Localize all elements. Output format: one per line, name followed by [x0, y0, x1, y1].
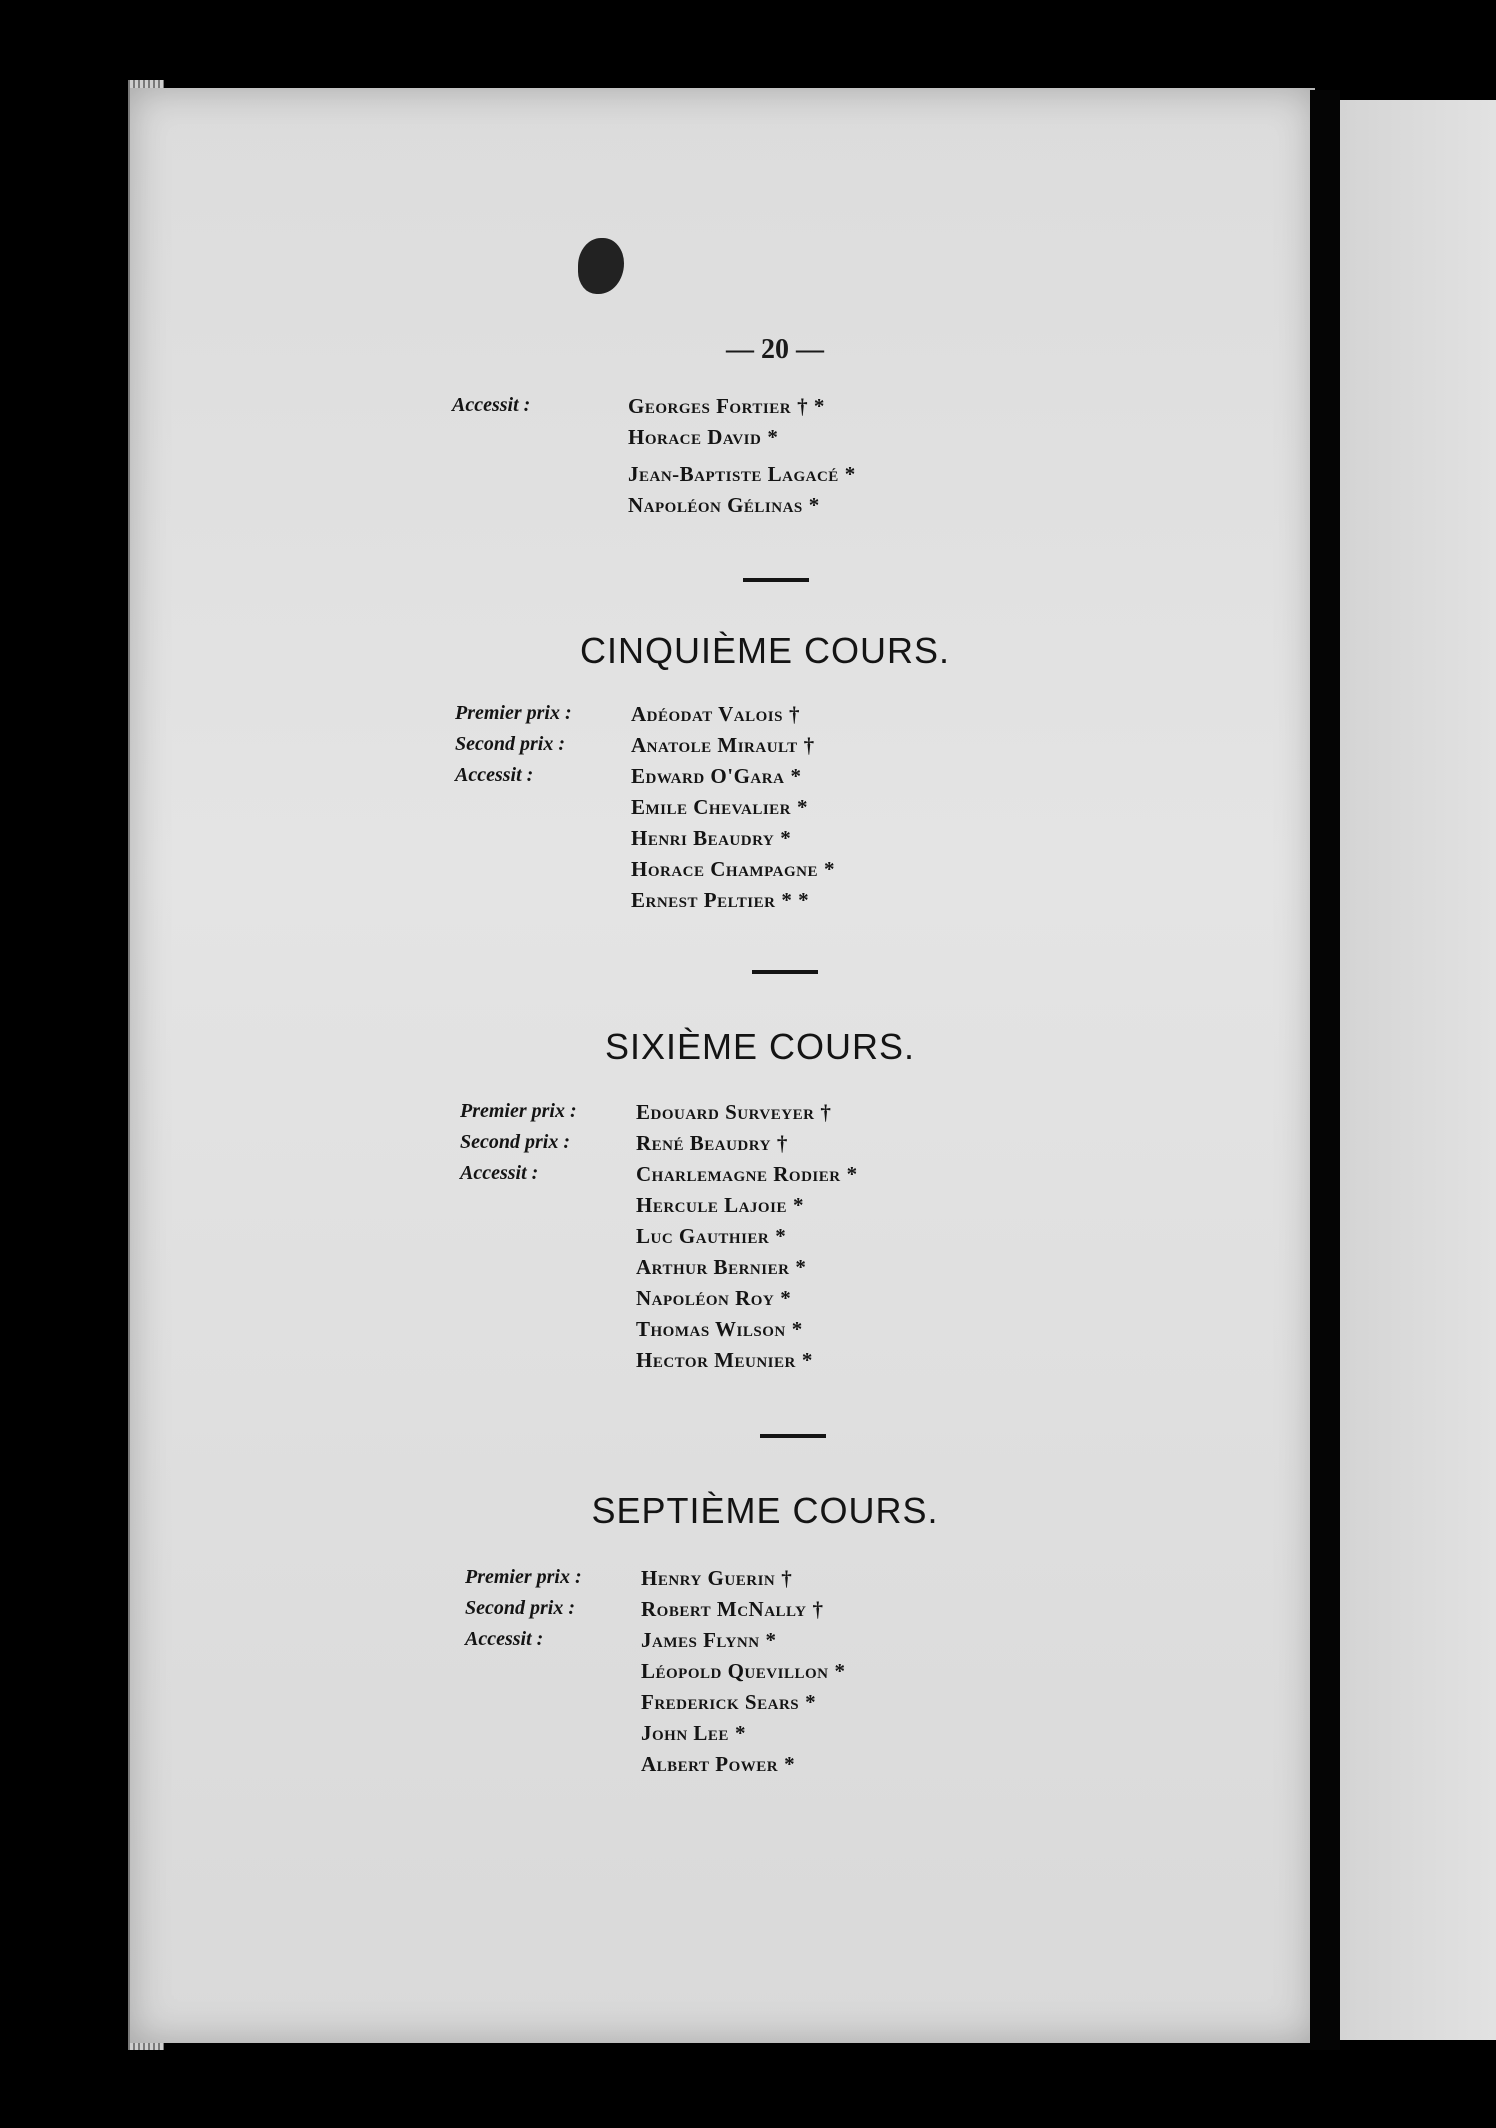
section-heading: SEPTIÈME COURS.: [591, 1490, 939, 1531]
student-name: Arthur Bernier *: [636, 1255, 807, 1279]
student-name: Henri Beaudry *: [631, 826, 792, 850]
student-name: Frederick Sears *: [641, 1690, 817, 1714]
student-name: Emile Chevalier *: [631, 795, 809, 819]
section-divider: [760, 1434, 826, 1438]
prize-label: Second prix :: [460, 1131, 570, 1153]
student-name: Napoléon Gélinas *: [628, 493, 820, 517]
student-name: Edouard Surveyer †: [636, 1100, 832, 1124]
prize-label: Accessit :: [465, 1628, 544, 1650]
section-divider: [752, 970, 818, 974]
page-number: — 20 —: [726, 334, 824, 365]
student-name: Horace Champagne *: [631, 857, 835, 881]
student-name: James Flynn *: [641, 1628, 777, 1652]
student-name: Léopold Quevillon *: [641, 1659, 846, 1683]
prize-label: Accessit :: [452, 394, 531, 416]
student-name: Anatole Mirault †: [631, 733, 815, 757]
student-name: Horace David *: [628, 425, 779, 449]
prize-label: Second prix :: [465, 1597, 575, 1619]
section-divider: [743, 578, 809, 582]
student-name: Thomas Wilson *: [636, 1317, 803, 1341]
book-gutter: [1310, 90, 1340, 2050]
prize-label: Premier prix :: [465, 1566, 582, 1588]
student-name: Luc Gauthier *: [636, 1224, 787, 1248]
student-name: Hector Meunier *: [636, 1348, 813, 1372]
student-name: Henry Guerin †: [641, 1566, 793, 1590]
student-name: Georges Fortier † *: [628, 394, 825, 418]
student-name: Ernest Peltier * *: [631, 888, 810, 912]
prize-label: Second prix :: [455, 733, 565, 755]
section-heading: CINQUIÈME COURS.: [579, 630, 951, 671]
student-name: John Lee *: [641, 1721, 746, 1745]
prize-label: Accessit :: [460, 1162, 539, 1184]
student-name: Napoléon Roy *: [636, 1286, 792, 1310]
student-name: Edward O'Gara *: [631, 764, 802, 788]
student-name: Jean-Baptiste Lagacé *: [628, 462, 856, 486]
student-name: René Beaudry †: [636, 1131, 788, 1155]
student-name: Albert Power *: [641, 1752, 796, 1776]
student-name: Charlemagne Rodier *: [636, 1162, 858, 1186]
facing-page: [1340, 100, 1496, 2040]
prize-label: Accessit :: [455, 764, 534, 786]
prize-label: Premier prix :: [460, 1100, 577, 1122]
student-name: Robert McNally †: [641, 1597, 824, 1621]
section-heading: SIXIÈME COURS.: [604, 1026, 916, 1067]
prize-label: Premier prix :: [455, 702, 572, 724]
student-name: Hercule Lajoie *: [636, 1193, 804, 1217]
student-name: Adéodat Valois †: [631, 702, 800, 726]
